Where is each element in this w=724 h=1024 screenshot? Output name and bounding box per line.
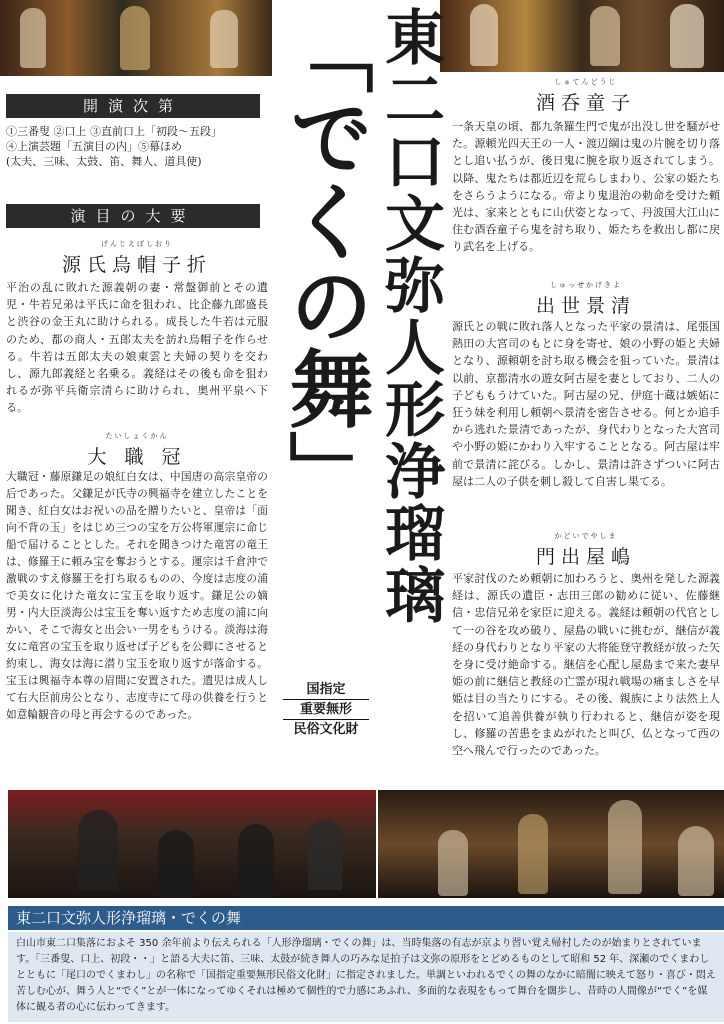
play-title: 出世景清 <box>535 295 636 317</box>
photo-puppet-show <box>378 790 724 898</box>
play-description: 平治の乱に敗れた源義朝の妻・常盤御前とその遺児・牛若兄弟は平氏に命を狙われ、比企藤九郎盛長と渋谷の金王丸に助けられる。成長した牛若は元服のため、都の商人・五郎太夫を訪れ烏帽子を作らせる。牛若は五郎太夫の娘東雲と夫婦の契りを交わし、源九郎義経と名乗る。義経はその後も命を狙われるが弥平兵衛宗清らに助けられ、奥州平泉へ下る。 <box>6 281 268 415</box>
photo-puppets <box>440 0 724 72</box>
play-description: 平家討伐のため頼朝に加わろうと、奥州を発した源義経は、源氏の遺臣・志田三郎の勧めに従い、佐藤継信・忠信兄弟を家臣に迎える。義経は頼朝の代官として一の谷を攻め破り、屋島の戦いに挑むが、継信が義経の身代わりとなり平家の大将能登守教経が放った矢を身に受け絶命する。継信を心配し屋島まで来た妻早姫の前に継信と教経の亡霊が現れ戦場の痛ましさを早姫は目の当たりにする。その後、親族により法然上人を招いて追善供養が執り行われると、継信が姿を現し、修羅の苦患をまぬがれたと叫び、仏となって西の空へ飛んで行ったのであった。 <box>452 572 720 758</box>
program-heading: 開演次第 <box>6 94 260 118</box>
play-ruby: かどいでやしま <box>554 532 618 540</box>
banner-title: 東二口文弥人形浄瑠璃・でくの舞 <box>8 906 724 930</box>
play-ruby: げんじえぼしおり <box>101 240 173 248</box>
sub-title: 「でくの舞」 <box>276 10 374 514</box>
summary-heading: 演目の大要 <box>6 204 260 228</box>
photo-puppet-stage <box>0 0 272 76</box>
play-description: 源氏との戦に敗れ落人となった平家の景清は、尾張国熱田の大宮司のもとに身を寄せ、娘の小野の姫と夫婦となり、源頼朝を討ち取る機会を狙っていた。景清は以前、京都清水の遊女阿古屋を妻としており、二人の子どももうけていた。阿古屋の兄、伊庭十蔵は嫉妬に狂う妹を利用し頼朝へ景清を密告させる。何とか追手から逃れた景清であったが、身代わりとなった大宮司や小野の姫にかわり入牢することとなる。阿古屋は牢前で景清に詫びる。しかし、景清は許さずついに阿古屋は二人の子供を刺し殺して自害し果てる。 <box>452 320 720 488</box>
play-title: 大 職 冠 <box>87 446 187 468</box>
banner-description: 白山市東二口集落におよそ 350 余年前より伝えられる「人形浄瑠璃・でくの舞」は、当時集落の有志が京より習い覚え帰村したのが始まりとされています。「三番叟、口上、初段・・」と語る大夫に笛、三味、太鼓が続き舞人の巧みな足拍子は文弥の原形をとどめるものとして昭和 52 年、深瀬のでくまわしとともに「尾口のでくまわし」の名称で「国指定重要無形民俗文化財」に指定されました。単調といわれるでくの舞のなかに暗闇に映えて怒り・喜び・悶え苦しむ心が、舞う人と“でく”とが一体になってゆくそれは極めて個性的で力感にあふれ、多面的な表現をもって舞台を闊歩し、昔時の人間像が“でく”を媒体に観る者の心に伝わってきます。 <box>8 932 724 1022</box>
program-list: ①三番叟 ②口上 ③直前口上「初段〜五段」 ④上演芸題「五演目の内」⑤幕ほめ (太夫、三味、太鼓、笛、舞人、道具使) <box>6 125 222 168</box>
play-description: 大職冠・藤原鎌足の娘紅白女は、中国唐の高宗皇帝の后であった。父鎌足が氏寺の興福寺を建立したことを聞き、紅白女はお祝いの品を贈りたいと、皇帝は「面向不背の玉」をはじめ三つの宝を万公将軍運宗に命じ船で届けることとした。それを聞きつけた竜宮の竜王は、修羅王に頼み宝を奪おうとする。運宗は千倉沖で激戦のすえ修羅王を打ち取るものの、今度は志度の浦で美女に化けた竜女に宝玉を取り返す。鎌足公の嫡男・内大臣淡海公は宝玉を奪い返すため志度の浦に向かい、そこで海女と出会い一男をもうける。淡海は海女に竜宮の宝玉を取り返せば子どもを公卿にさせると約束し、海女は海に潜り宝玉を取り返すが落命する。宝玉は興福寺本尊の眉間に安置された。遺児は成人して右大臣前房公となり、志度寺にて母の供養を行うと如意輪観音の母と再会するのであった。 <box>6 470 268 721</box>
designation-label: 国指定 重要無形 民俗文化財 <box>283 680 369 739</box>
play-description: 一条天皇の頃、都九条羅生門で鬼が出没し世を騒がせた。源頼光四天王の一人・渡辺綱は鬼の片腕を切り落とし追い払うが、後日鬼に腕を取り返されてしまう。以降、鬼たちは都近辺を荒らしまわり、公家の姫たちをさらうようになる。帝より鬼退治の勅命を受けた頼光は、家来とともに山伏姿となって、丹波国大江山に住む酒呑童子ら鬼を討ち取り、姫たちを救出し都に戻り武名を上げる。 <box>452 120 720 254</box>
play-title: 門出屋嶋 <box>535 546 636 568</box>
photo-performers <box>8 790 376 898</box>
play-ruby: たいしょくかん <box>105 432 169 440</box>
play-title: 源氏烏帽子折 <box>61 254 212 276</box>
main-title: 東二口文弥人形浄瑠璃 <box>375 6 445 626</box>
play-ruby: しゅてんどうじ <box>554 78 618 86</box>
play-ruby: しゅっせかげきよ <box>550 281 622 289</box>
play-title: 酒呑童子 <box>535 92 636 114</box>
